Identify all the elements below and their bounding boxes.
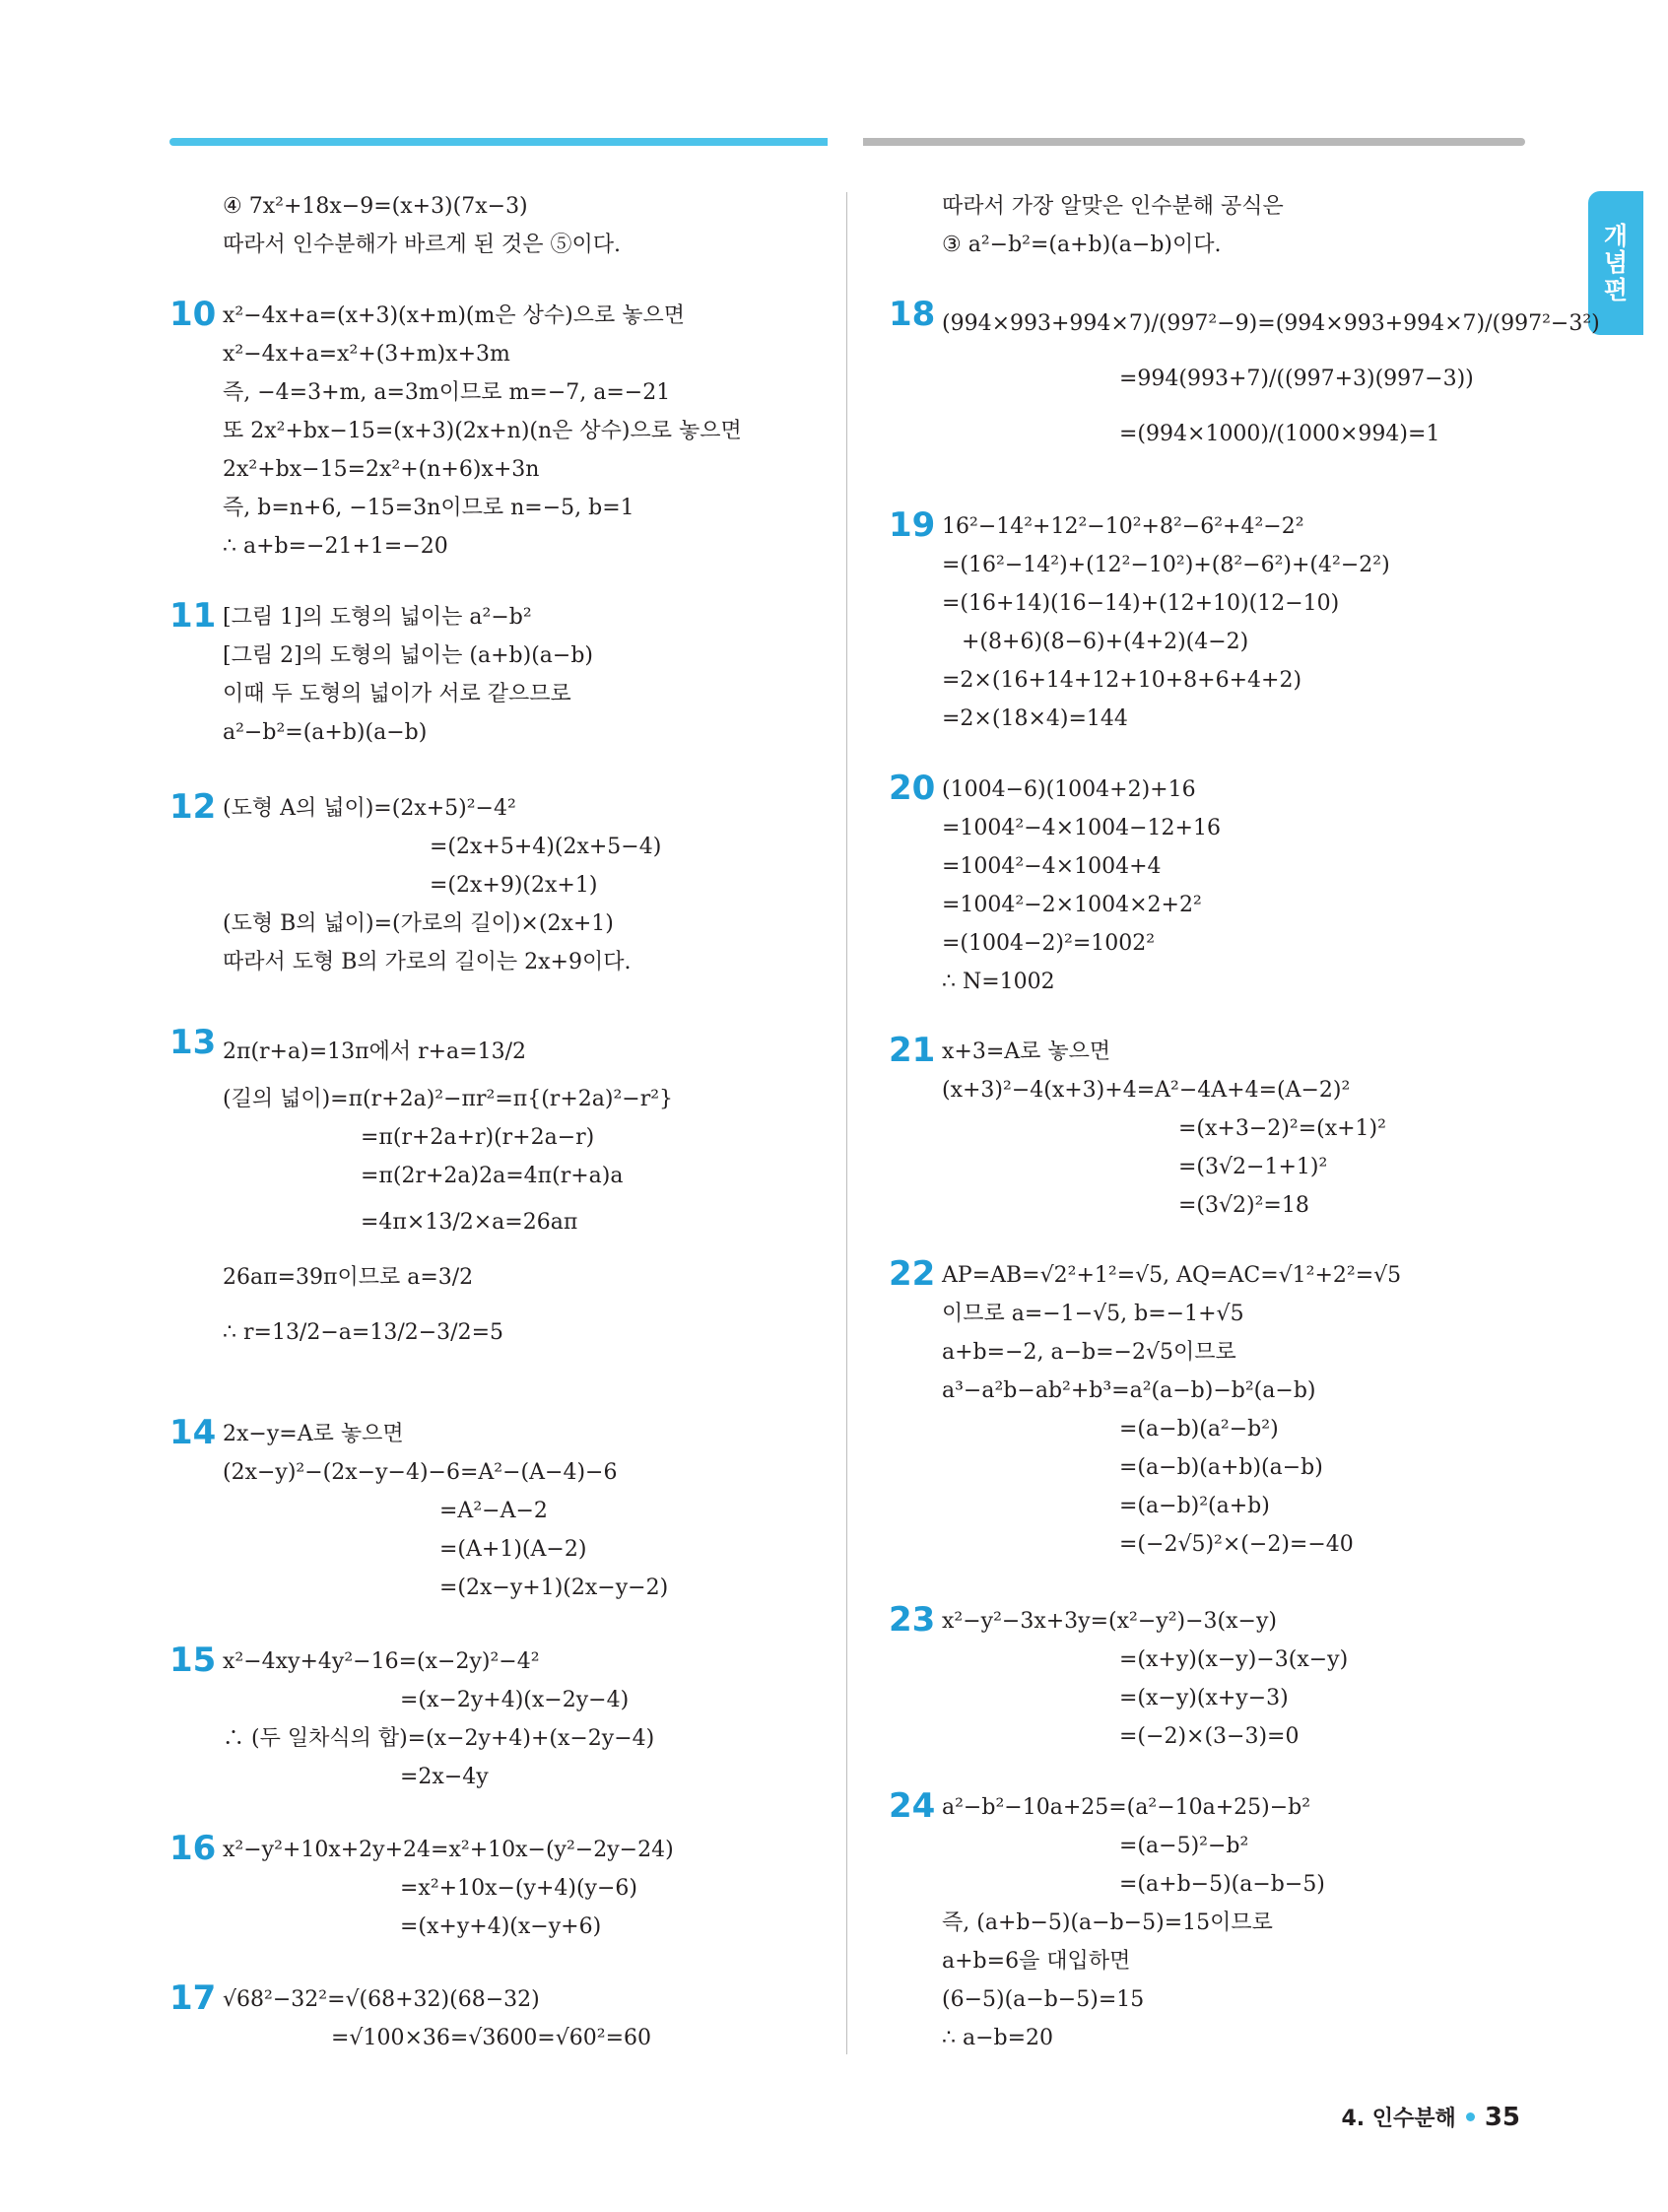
text-line: 이때 두 도형의 넓이가 서로 같으므로 <box>223 682 571 706</box>
text-line: 따라서 가장 알맞은 인수분해 공식은 <box>942 194 1284 219</box>
text-line: =1004²−4×1004+4 <box>942 854 1162 879</box>
text-line: =2x−4y <box>400 1765 489 1789</box>
text-line: =(x−y)(x+y−3) <box>1119 1686 1289 1710</box>
text-line: 즉, (a+b−5)(a−b−5)=15이므로 <box>942 1910 1273 1935</box>
problem-number: 24 <box>889 1786 936 1826</box>
problem-number: 12 <box>169 787 217 827</box>
text-line: 2x−y=A로 놓으면 <box>223 1422 404 1446</box>
text-line: (x+3)²−4(x+3)+4=A²−4A+4=(A−2)² <box>942 1078 1351 1103</box>
text-line: =(3√2−1+1)² <box>1178 1155 1328 1179</box>
text-line: =x²+10x−(y+4)(y−6) <box>400 1876 637 1901</box>
text-line: ∴ N=1002 <box>942 970 1055 994</box>
text-line: a²−b²=(a+b)(a−b) <box>223 720 428 745</box>
text-line: √68²−32²=√(68+32)(68−32) <box>223 1987 540 2012</box>
side-tab-char: 개 <box>1603 221 1629 250</box>
column-divider <box>846 192 847 2054</box>
problem-number: 21 <box>889 1031 936 1070</box>
problem-number: 18 <box>889 295 936 334</box>
text-line: a+b=−2, a−b=−2√5이므로 <box>942 1340 1236 1365</box>
text-line: 2x²+bx−15=2x²+(n+6)x+3n <box>223 457 540 482</box>
text-line: =(2x+9)(2x+1) <box>430 873 598 898</box>
text-line: x²−4x+a=(x+3)(x+m)(m은 상수)으로 놓으면 <box>223 303 685 328</box>
text-line: 따라서 도형 B의 가로의 길이는 2x+9이다. <box>223 950 632 974</box>
text-line: (도형 A의 넓이)=(2x+5)²−4² <box>223 796 516 821</box>
problem-number: 19 <box>889 505 936 545</box>
text-line: ∴ a+b=−21+1=−20 <box>223 534 448 559</box>
text-line: ∴ a−b=20 <box>942 2026 1054 2050</box>
problem-number: 11 <box>169 596 217 636</box>
text-line: =2×(16+14+12+10+8+6+4+2) <box>942 668 1302 693</box>
problem-number: 23 <box>889 1600 936 1640</box>
text-line: a³−a²b−ab²+b³=a²(a−b)−b²(a−b) <box>942 1378 1316 1403</box>
problem-number: 13 <box>169 1023 217 1062</box>
side-tab-char: 편 <box>1603 275 1629 304</box>
text-line: x²−y²−3x+3y=(x²−y²)−3(x−y) <box>942 1609 1277 1634</box>
text-line: =(x+3−2)²=(x+1)² <box>1178 1116 1386 1141</box>
text-line: =(2x−y+1)(2x−y−2) <box>439 1575 669 1600</box>
text-line: =(a−b)²(a+b) <box>1119 1494 1270 1518</box>
text-line: =(16+14)(16−14)+(12+10)(12−10) <box>942 591 1340 616</box>
text-line: =994(993+7)/((997+3)(997−3)) <box>1119 367 1474 391</box>
text-line: =(x+y)(x−y)−3(x−y) <box>1119 1647 1349 1672</box>
text-line: =(x+y+4)(x−y+6) <box>400 1914 602 1939</box>
text-line: a²−b²−10a+25=(a²−10a+25)−b² <box>942 1795 1311 1820</box>
text-line: 즉, b=n+6, −15=3n이므로 n=−5, b=1 <box>223 496 634 520</box>
text-line: =(x−2y+4)(x−2y−4) <box>400 1688 630 1712</box>
bullet-dot-icon <box>1466 2112 1475 2121</box>
text-line: [그림 1]의 도형의 넓이는 a²−b² <box>223 605 532 630</box>
text-line: =2×(18×4)=144 <box>942 706 1128 731</box>
text-line: 16²−14²+12²−10²+8²−6²+4²−2² <box>942 514 1304 539</box>
text-line: ④ 7x²+18x−9=(x+3)(7x−3) <box>223 194 528 219</box>
text-line: =(16²−14²)+(12²−10²)+(8²−6²)+(4²−2²) <box>942 553 1390 577</box>
text-line: =(a−b)(a+b)(a−b) <box>1119 1455 1323 1480</box>
page-number: 35 <box>1484 2102 1520 2132</box>
text-line: =4π×13/2×a=26aπ <box>361 1210 578 1235</box>
text-line: 또 2x²+bx−15=(x+3)(2x+n)(n은 상수)으로 놓으면 <box>223 419 742 443</box>
problem-number: 15 <box>169 1641 217 1680</box>
text-line: =(a−5)²−b² <box>1119 1834 1249 1858</box>
text-line: =√100×36=√3600=√60²=60 <box>331 2026 652 2050</box>
text-line: =(−2√5)²×(−2)=−40 <box>1119 1532 1354 1557</box>
text-line: =π(2r+2a)2a=4π(r+a)a <box>361 1164 624 1188</box>
side-tab-char: 념 <box>1603 248 1629 278</box>
text-line: =(994×1000)/(1000×994)=1 <box>1119 422 1440 446</box>
top-bar-notch <box>828 138 863 166</box>
text-line: (1004−6)(1004+2)+16 <box>942 777 1196 802</box>
problem-number: 16 <box>169 1829 217 1868</box>
text-line: =A²−A−2 <box>439 1499 548 1523</box>
text-line: 즉, −4=3+m, a=3m이므로 m=−7, a=−21 <box>223 380 671 405</box>
text-line: =(1004−2)²=1002² <box>942 931 1156 956</box>
text-line: x+3=A로 놓으면 <box>942 1039 1111 1064</box>
text-line: x²−4x+a=x²+(3+m)x+3m <box>223 342 510 367</box>
problem-number: 14 <box>169 1413 217 1452</box>
problem-number: 22 <box>889 1254 936 1294</box>
text-line: =(2x+5+4)(2x+5−4) <box>430 835 662 859</box>
text-line: ③ a²−b²=(a+b)(a−b)이다. <box>942 233 1222 257</box>
text-line: AP=AB=√2²+1²=√5, AQ=AC=√1²+2²=√5 <box>942 1263 1402 1288</box>
text-line: (6−5)(a−b−5)=15 <box>942 1987 1145 2012</box>
page-footer <box>1341 2102 1520 2132</box>
top-bar-gray <box>855 138 1525 146</box>
text-line: =(A+1)(A−2) <box>439 1537 587 1562</box>
text-line: (도형 B의 넓이)=(가로의 길이)×(2x+1) <box>223 911 614 936</box>
problem-number: 20 <box>889 769 936 808</box>
text-line: 따라서 인수분해가 바르게 된 것은 ⑤이다. <box>223 233 621 257</box>
text-line: 26aπ=39π이므로 a=3/2 <box>223 1265 474 1290</box>
text-line: =(3√2)²=18 <box>1178 1193 1309 1218</box>
text-line: =(a−b)(a²−b²) <box>1119 1417 1279 1441</box>
text-line: a+b=6을 대입하면 <box>942 1949 1131 1974</box>
text-line: (994×993+994×7)/(997²−9)=(994×993+994×7)/(997²−3²) <box>942 311 1600 336</box>
text-line: (2x−y)²−(2x−y−4)−6=A²−(A−4)−6 <box>223 1460 618 1485</box>
text-line: [그림 2]의 도형의 넓이는 (a+b)(a−b) <box>223 643 594 668</box>
text-line: =(−2)×(3−3)=0 <box>1119 1724 1300 1749</box>
problem-number: 17 <box>169 1978 217 2018</box>
text-line: 이므로 a=−1−√5, b=−1+√5 <box>942 1302 1244 1326</box>
text-line: ∴ r=13/2−a=13/2−3/2=5 <box>223 1320 504 1345</box>
text-line: =1004²−4×1004−12+16 <box>942 816 1221 840</box>
text-line: x²−4xy+4y²−16=(x−2y)²−4² <box>223 1649 540 1674</box>
top-bar-accent <box>169 138 839 146</box>
text-line: +(8+6)(8−6)+(4+2)(4−2) <box>962 630 1249 654</box>
text-line: =1004²−2×1004×2+2² <box>942 893 1202 917</box>
text-line: (길의 넓이)=π(r+2a)²−πr²=π{(r+2a)²−r²} <box>223 1087 674 1111</box>
text-line: =(a+b−5)(a−b−5) <box>1119 1872 1325 1897</box>
chapter-title: 4. 인수분해 <box>1341 2107 1456 2131</box>
text-line: 2π(r+a)=13π에서 r+a=13/2 <box>223 1039 526 1064</box>
text-line: =π(r+2a+r)(r+2a−r) <box>361 1125 595 1150</box>
text-line: ∴ (두 일차식의 합)=(x−2y+4)+(x−2y−4) <box>223 1726 655 1751</box>
text-line: x²−y²+10x+2y+24=x²+10x−(y²−2y−24) <box>223 1838 674 1862</box>
problem-number: 10 <box>169 295 217 334</box>
